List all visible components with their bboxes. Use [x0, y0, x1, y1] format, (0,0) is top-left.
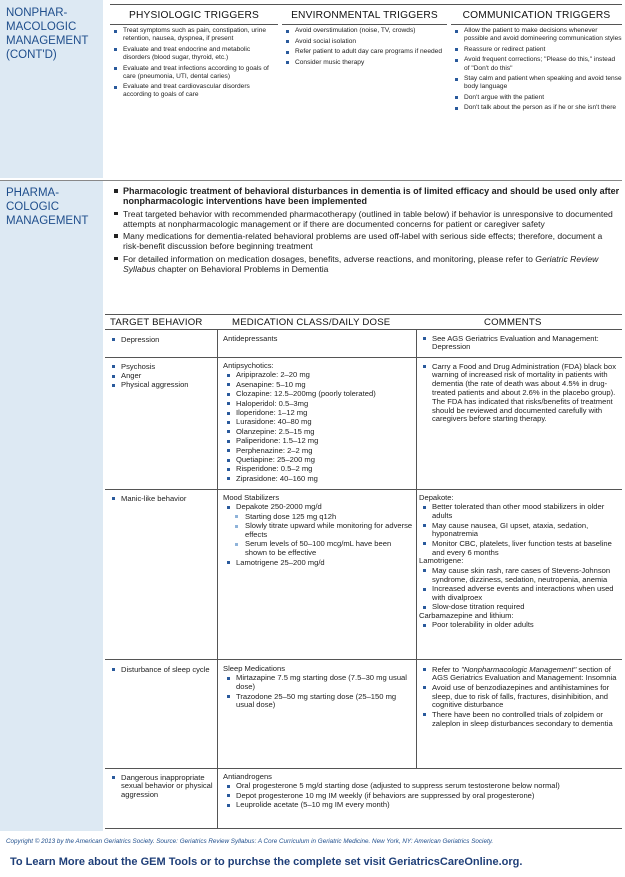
table-top-line [105, 314, 622, 315]
header-medication: MEDICATION CLASS/DAILY DOSE [232, 317, 391, 328]
list-item: Haloperidol: 0.5–3mg [223, 400, 413, 409]
cta-banner[interactable]: To Learn More about the GEM Tools or to purchse the complete set visit GeriatricsCareOnline.org. [10, 856, 523, 868]
row1-medication: Antidepressants [223, 334, 278, 343]
mood-stabilizers-list [223, 503, 413, 512]
row1-comments [419, 334, 619, 352]
pharm-section-label: PHARMA- COLOGIC MANAGEMENT [6, 187, 89, 227]
column-line [217, 329, 218, 828]
list-item: Depakote 250-2000 mg/d [223, 503, 413, 512]
list-item: Quetiapine: 25–200 mg [223, 456, 413, 465]
row2-comments [419, 362, 619, 424]
nonpharm-section-label: NONPHAR- MACOLOGIC MANAGEMENT (CONT'D) [6, 7, 89, 61]
environmental-column [282, 5, 447, 67]
environmental-list [282, 27, 447, 67]
list-item: Mirtazapine 7.5 mg starting dose (7.5–30 mg usual dose) [223, 674, 413, 692]
list-item: Reassure or redirect patient [451, 46, 622, 54]
list-item: Dangerous inappropriate sexual behavior or physical aggression [108, 774, 214, 800]
list-item: Starting dose 125 mg q12h [223, 513, 413, 522]
row-line [105, 357, 622, 358]
row4-comments [419, 665, 619, 728]
list-item: Many medications for dementia-related behavioral problems are used off-label with serious side effects; therefore, document a risk-benefit discussion before beginning treatment [110, 231, 620, 251]
list-item: Lurasidone: 40–80 mg [223, 418, 413, 427]
list-item: Asenapine: 5–10 mg [223, 381, 413, 390]
list-item: Slowly titrate upward while monitoring for adverse effects [223, 522, 413, 540]
list-item: Perphenazine: 2–2 mg [223, 447, 413, 456]
list-item: Oral progesterone 5 mg/d starting dose (adjusted to suppress serum testosterone below normal) [223, 782, 619, 791]
list-item: Leuprolide acetate (5–10 mg IM every month) [223, 801, 619, 810]
list-item: Olanzepine: 2.5–15 mg [223, 428, 413, 437]
list-item: Anger [108, 372, 214, 381]
list-item: Physical aggression [108, 381, 214, 390]
physiologic-header: PHYSIOLOGIC TRIGGERS [110, 5, 278, 25]
list-item: Ziprasidone: 40–160 mg [223, 475, 413, 484]
list-item: Evaluate and treat endocrine and metabolic disorders (blood sugar, thyroid, etc.) [110, 46, 278, 62]
list-item: There have been no controlled trials of zolpidem or zaleplon in sleep disturbances secondary to dementia [419, 711, 619, 729]
list-item: Monitor CBC, platelets, liver function tests at baseline and every 6 months [419, 540, 619, 558]
pharm-strip [0, 181, 103, 831]
row3-comments: Depakote: Better tolerated than other mood stabilizers in older adults May cause nausea, GI upset, ataxia, sedation, hyponatremia Monitor CBC, platelets, liver function tests at baseline and every 6 months Lamotrigene: May cause skin rash, rare cases of Stevens-Johnson syndrome, dizziness, sedation, neutropenia, anemia Increased adverse events and interactions when used with divalproex Slow-dose titration required Carbamazepine and lithium: Poor tolerability in older adults [419, 494, 619, 630]
list-item: Treat symptoms such as pain, constipation, urine retention, nausea, dyspnea, if present [110, 27, 278, 43]
list-item: Psychosis [108, 363, 214, 372]
list-item: Disturbance of sleep cycle [108, 666, 214, 675]
list-item: Pharmacologic treatment of behavioral disturbances in dementia is of limited efficacy and should be used only after nonpharmacologic interventions have been implemented [110, 186, 620, 206]
list-item: Refer to "Nonpharmacologic Management" section of AGS Geriatrics Evaluation and Management: Insomnia [419, 666, 619, 684]
list-item: Avoid use of benzodiazepines and antihistamines for sleep, due to risk of falls, fractures, disinhibition, and cognitive disturbance [419, 684, 619, 710]
list-item: Iloperidone: 1–12 mg [223, 409, 413, 418]
list-item: Avoid frequent corrections; "Please do this," instead of "Don't do this" [451, 56, 622, 72]
list-item: May cause skin rash, rare cases of Stevens-Johnson syndrome, dizziness, sedation, neutropenia, anemia [419, 567, 619, 585]
physiologic-list [110, 27, 278, 99]
communication-column [451, 5, 622, 112]
list-item: May cause nausea, GI upset, ataxia, sedation, hyponatremia [419, 522, 619, 540]
list-item: Better tolerated than other mood stabilizers in older adults [419, 503, 619, 521]
header-comments: COMMENTS [484, 317, 542, 328]
divider [0, 180, 622, 181]
list-item: Don't talk about the person as if he or she isn't there [451, 104, 622, 112]
row1-behavior [108, 335, 214, 344]
row4-medication: Sleep Medications Mirtazapine 7.5 mg starting dose (7.5–30 mg usual dose) Trazodone 25–50 mg starting dose (25–150 mg usual dose) [223, 665, 413, 710]
column-line [416, 329, 417, 768]
row2-behavior [108, 362, 214, 390]
row5-medication: Antiandrogens Oral progesterone 5 mg/d starting dose (adjusted to suppress serum testosterone below normal) Depot progesterone 10 mg IM weekly (if behaviors are suppressed by oral progesterone) Leuprolide acetate (5–10 mg IM every month) [223, 773, 619, 810]
list-item: Depot progesterone 10 mg IM weekly (if behaviors are suppressed by oral progesterone) [223, 792, 619, 801]
header-target-behavior: TARGET BEHAVIOR [110, 317, 203, 328]
list-item: Aripiprazole: 2–20 mg [223, 371, 413, 380]
row3-behavior [108, 494, 214, 503]
list-item: Trazodone 25–50 mg starting dose (25–150 mg usual dose) [223, 693, 413, 711]
physiologic-column [110, 5, 278, 99]
list-item: Carry a Food and Drug Administration (FDA) black box warning of increased risk of mortality in patients with dementia (the rate of death was about 4.5% in drug-treated patients and about 2.6% in the placebo group). The FDA has indicated that risks/benefits of treatment should be reviewed and documented carefully with caregivers before starting therapy. [419, 363, 619, 425]
row-line [105, 768, 622, 769]
syllabus-title: Geriatric Review Syllabus [123, 253, 599, 274]
list-item: Lamotrigene 25–200 mg/d [223, 559, 413, 568]
row5-behavior [108, 773, 214, 800]
list-item: For detailed information on medication dosages, benefits, adverse reactions, and monitoring, please refer to Geriatric Review Syllabus chapter on Behavioral Problems in Dementia [110, 254, 620, 274]
list-item: Risperidone: 0.5–2 mg [223, 465, 413, 474]
list-item: Treat targeted behavior with recommended pharmacotherapy (outlined in table below) if behavior is unresponsive to documented attempts at nonpharmacologic management or if there are documented concerns for patient or caregiver safety [110, 209, 620, 229]
list-item: Depression [108, 336, 214, 345]
communication-header: COMMUNICATION TRIGGERS [451, 5, 622, 25]
list-item: Manic-like behavior [108, 495, 214, 504]
list-item: Poor tolerability in older adults [419, 621, 619, 630]
list-item: Don't argue with the patient [451, 94, 622, 102]
list-item: Avoid social isolation [282, 38, 447, 46]
row3-medication: Mood Stabilizers Depakote 250-2000 mg/d Starting dose 125 mg q12h Slowly titrate upward while monitoring for adverse effects Serum levels of 50–100 mcg/mL have been shown to be effective Lamotrigene 25–200 mg/d [223, 493, 413, 567]
header-bottom-line [105, 329, 622, 330]
list-item: Slow-dose titration required [419, 603, 619, 612]
list-item: Paliperidone: 1.5–12 mg [223, 437, 413, 446]
table-bottom-line [105, 828, 622, 829]
list-item: Serum levels of 50–100 mcg/mL have been shown to be effective [223, 540, 413, 558]
depakote-sublist [223, 513, 413, 558]
list-item: Consider music therapy [282, 59, 447, 67]
environmental-header: ENVIRONMENTAL TRIGGERS [282, 5, 447, 25]
communication-list [451, 27, 622, 112]
list-item: Refer patient to adult day care programs if needed [282, 48, 447, 56]
triggers-table [110, 4, 622, 179]
list-item: Allow the patient to make decisions whenever possible and avoid domineering communication styles [451, 27, 622, 43]
row-line [105, 659, 622, 660]
list-item: Stay calm and patient when speaking and avoid tense body language [451, 75, 622, 91]
row2-medication: Antipsychotics: Aripiprazole: 2–20 mg Asenapine: 5–10 mg Clozapine: 12.5–200mg (poorly tolerated) Haloperidol: 0.5–3mg Iloperidone: 1–12 mg Lurasidone: 40–80 mg Olanzepine: 2.5–15 mg Paliperidone: 1.5–12 mg Perphenazine: 2–2 mg Quetiapine: 25–200 mg Risperidone: 0.5–2 mg Ziprasidone: 40–160 mg [223, 362, 413, 483]
list-item: See AGS Geriatrics Evaluation and Management: Depression [419, 335, 619, 353]
list-item: Avoid overstimulation (noise, TV, crowds) [282, 27, 447, 35]
list-item: Evaluate and treat cardiovascular disorders according to goals of care [110, 83, 278, 99]
pharm-intro-list [110, 186, 620, 276]
list-item: Increased adverse events and interactions when used with divalproex [419, 585, 619, 603]
antipsychotics-list [223, 371, 413, 483]
list-item: Evaluate and treat infections according to goals of care (pneumonia, UTI, dental caries) [110, 65, 278, 81]
list-item: Clozapine: 12.5–200mg (poorly tolerated) [223, 390, 413, 399]
row4-behavior [108, 665, 214, 674]
copyright-notice: Copyright © 2013 by the American Geriatrics Society. Source: Geriatrics Review Syllabus: A Core Curriculum in Geriatric Medicine. New York, NY: American Geriatrics Society. [6, 838, 494, 845]
row-line [105, 489, 622, 490]
